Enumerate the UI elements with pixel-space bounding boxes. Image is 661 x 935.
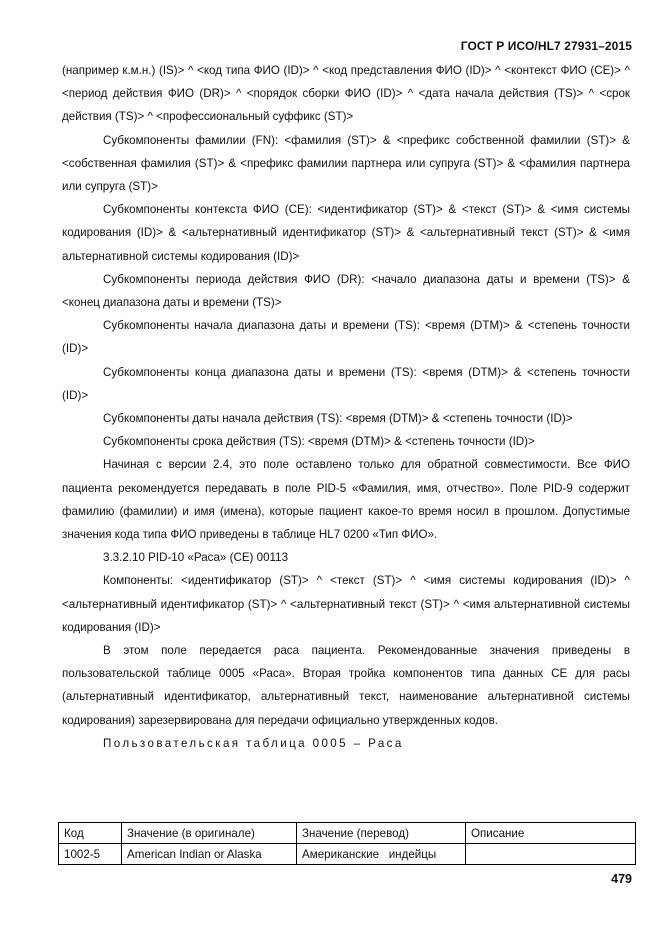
header-translated-value: Значение (перевод) (297, 823, 466, 844)
paragraph-race-components: Компоненты: <идентификатор (ST)> ^ <текст (ST)> ^ <имя системы кодирования (ID)> ^ <альтернативный идентификатор (ST)> ^ <альтернативный текст (ST)> ^ <имя альтернативной системы кодирования (ID)> (62, 574, 630, 634)
race-table (58, 822, 636, 865)
document-header: ГОСТ Р ИСО/HL7 27931–2015 (460, 39, 632, 53)
paragraph-race-description: В этом поле передается раса пациента. Рекомендованные значения приведены в пользовательской таблице 0005 «Раса». Вторая тройка компонентов типа данных CE для расы (альтернативный идентификатор, альтернативный текст, наименование альтернативной системы кодирования) зарезервирована для передачи официально утвержденных кодов. (62, 644, 630, 727)
table-row (59, 844, 636, 865)
paragraph-range-end-subcomponents: Субкомпоненты конца диапазона даты и времени (TS): <время (DTM)> & <степень точности (ID)> (62, 365, 630, 402)
header-description: Описание (466, 823, 636, 844)
section-heading-pid-10: 3.3.2.10 PID-10 «Раса» (CE) 00113 (103, 551, 289, 565)
paragraph-backward-compatibility: Начиная с версии 2.4, это поле оставлено только для обратной совместимости. Все ФИО пациента рекомендуется передавать в поле PID-5 «Фамилия, имя, отчество». Поле PID-9 содержит фамилию (фамилии) и имя (имена), которые пациент какое-то время носил в прошлом. Допустимые значения кода типа ФИО приведены в таблице HL7 0200 «Тип ФИО». (62, 458, 630, 542)
paragraph-name-validity-range-subcomponents: Субкомпоненты периода действия ФИО (DR): <начало диапазона даты и времени (TS)> & <конец диапазона даты и времени (TS)> (62, 272, 630, 310)
page-number: 479 (611, 872, 632, 886)
table-caption: Пользовательская таблица 0005 – Раса (103, 736, 404, 750)
header-original-value: Значение (в оригинале) (122, 823, 297, 844)
paragraph-name-components-continued: (например к.м.н.) (IS)> ^ <код типа ФИО (ID)> ^ <код представления ФИО (ID)> ^ <контекст ФИО (CE)> ^ <период действия ФИО (DR)> ^ <порядок сборки ФИО (ID)> ^ <дата начала действия (TS)> ^ <срок действия (TS)> ^ <профессиональный суффикс (ST)> (62, 64, 630, 124)
paragraph-effective-date-subcomponents: Субкомпоненты даты начала действия (TS): <время (DTM)> & <степень точности (ID)> (103, 412, 573, 426)
body-text (62, 59, 630, 755)
header-code: Код (59, 823, 122, 844)
cell-code: 1002-5 (59, 844, 122, 865)
cell-description (466, 844, 636, 865)
paragraph-range-start-subcomponents: Субкомпоненты начала диапазона даты и времени (TS): <время (DTM)> & <степень точности (ID)> (62, 319, 630, 356)
paragraph-expiration-date-subcomponents: Субкомпоненты срока действия (TS): <время (DTM)> & <степень точности (ID)> (103, 435, 535, 449)
cell-original-value: American Indian or Alaska (122, 844, 297, 865)
table-header-row (59, 823, 636, 844)
paragraph-family-name-subcomponents: Субкомпоненты фамилии (FN): <фамилия (ST)> & <префикс собственной фамилии (ST)> & <собственная фамилия (ST)> & <префикс фамилии партнера или супруга (ST)> & <фамилия партнера или супруга (ST)> (62, 133, 630, 194)
cell-translated-value: Американские индейцы (297, 844, 466, 865)
paragraph-name-context-subcomponents: Субкомпоненты контекста ФИО (CE): <идентификатор (ST)> & <текст (ST)> & <имя системы кодирования (ID)> & <альтернативный идентификатор (ST)> & <альтернативный текст (ST)> & <имя альтернативной системы кодирования (ID)> (62, 203, 630, 263)
